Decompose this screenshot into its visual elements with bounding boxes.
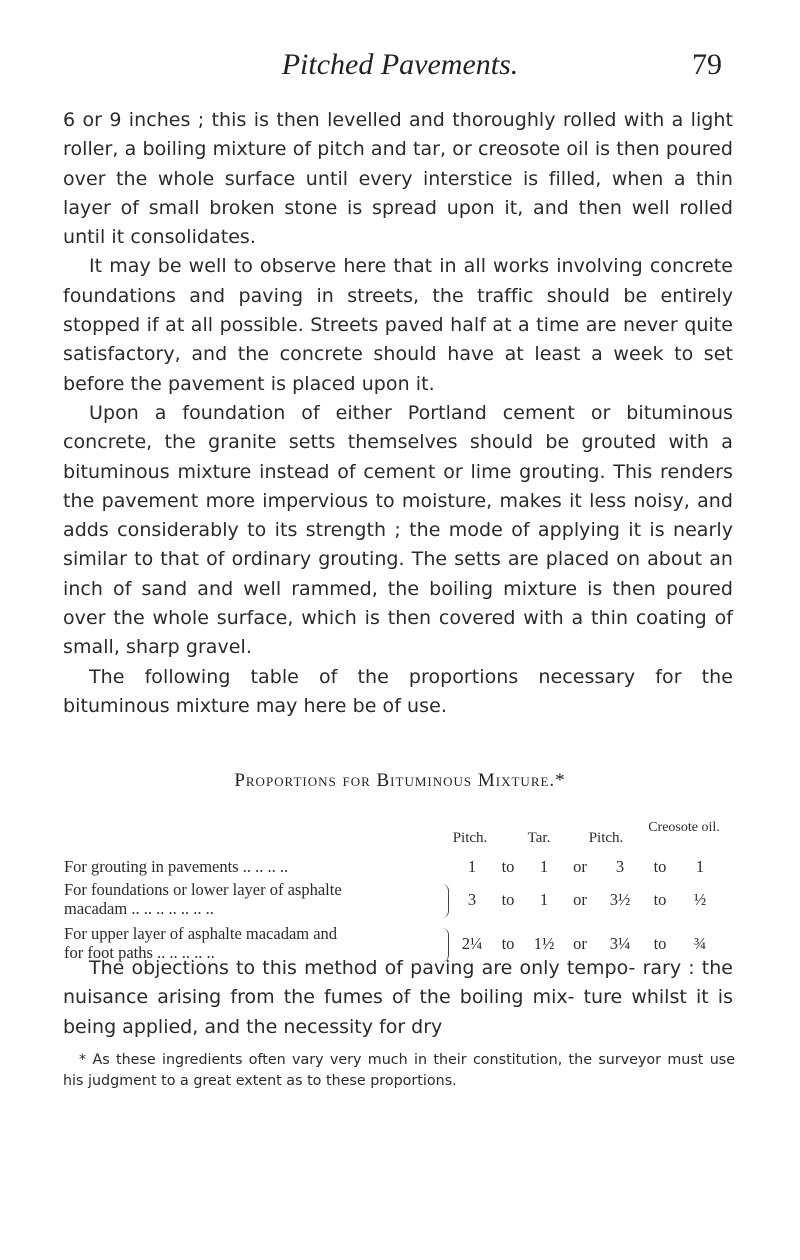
page-number: 79 <box>692 48 722 81</box>
table-cell: 3½ <box>609 890 631 909</box>
paragraph: 6 or 9 inches ; this is then levelled and thoroughly rolled with a light roller, a boiling mixture of pitch and tar, or creosote oil is then poured over the whole surface until every interstice is filled, when a thin layer of small broken stone is spread upon it, and then well rolled until it consolidates. <box>63 109 733 249</box>
table-cell: to <box>501 857 515 876</box>
footnote: * As these ingredients often vary very much in their constitution, the surveyor must use his judgment to a great extent as to these proportions. <box>63 1052 735 1089</box>
table-cell: 1 <box>539 857 549 876</box>
paragraph: The objections to this method of paving are only tempo- rary : the nuisance arising from the fumes of the boiling mix- ture whilst it is being applied, and the necessity for dry <box>63 957 733 1038</box>
paragraph: It may be well to observe here that in all works involving concrete foundations and paving in streets, the traffic should be entirely stopped if at all possible. Streets paved half at a time are never quite satisfactory, and the concrete should have at least a week to set before the pavement is placed upon it. <box>63 255 733 395</box>
brace <box>442 884 449 918</box>
table-cell: 1 <box>695 857 705 876</box>
row-label: For upper layer of asphalte macadam and <box>64 924 338 943</box>
column-header: Pitch. <box>588 830 624 846</box>
table-title: Proportions for Bituminous Mixture.* <box>234 770 566 791</box>
table-cell: 2¼ <box>461 934 483 953</box>
row-label: For grouting in pavements .. .. .. .. <box>64 857 289 876</box>
table-cell: 3 <box>615 857 625 876</box>
column-header: Creosote oil. <box>648 820 720 835</box>
table-cell: or <box>573 934 587 953</box>
running-title: Pitched Pavements. <box>281 48 519 81</box>
table-cell: to <box>653 890 667 909</box>
table-cell: or <box>573 857 587 876</box>
table-cell: 1 <box>467 857 477 876</box>
row-label: macadam .. .. .. .. .. .. .. <box>64 899 214 918</box>
row-label: For foundations or lower layer of asphalte <box>64 880 342 899</box>
paragraph: Upon a foundation of either Portland cement or bituminous concrete, the granite setts themselves should be grouted with a bituminous mixture instead of cement or lime grouting. This renders the pavement more impervious to moisture, makes it less noisy, and adds considerably to its strength ; the mode of applying it is nearly similar to that of ordinary grouting. The setts are placed on about an inch of sand and well rammed, the boiling mixture is then poured over the whole surface, which is then covered with a thin coating of small, sharp gravel. <box>63 401 733 659</box>
table-cell: 1 <box>539 890 549 909</box>
body-text <box>63 106 733 721</box>
table-cell: 3¼ <box>609 934 631 953</box>
table-cell: to <box>653 857 667 876</box>
table-cell: 1½ <box>533 934 555 953</box>
column-header: Tar. <box>527 830 551 846</box>
table-cell: to <box>653 934 667 953</box>
table-cell: to <box>501 934 515 953</box>
row-label: for foot paths .. .. .. .. .. <box>64 943 215 962</box>
paragraph: The following table of the proportions necessary for the bituminous mixture may here be of use. <box>63 665 733 717</box>
table-cell: to <box>501 890 515 909</box>
table-cell: ½ <box>693 890 707 909</box>
running-head <box>0 48 800 88</box>
table-cell: or <box>573 890 587 909</box>
table-cell: 3 <box>467 890 477 909</box>
table-cell: ¾ <box>693 934 707 953</box>
column-header: Pitch. <box>452 830 488 846</box>
